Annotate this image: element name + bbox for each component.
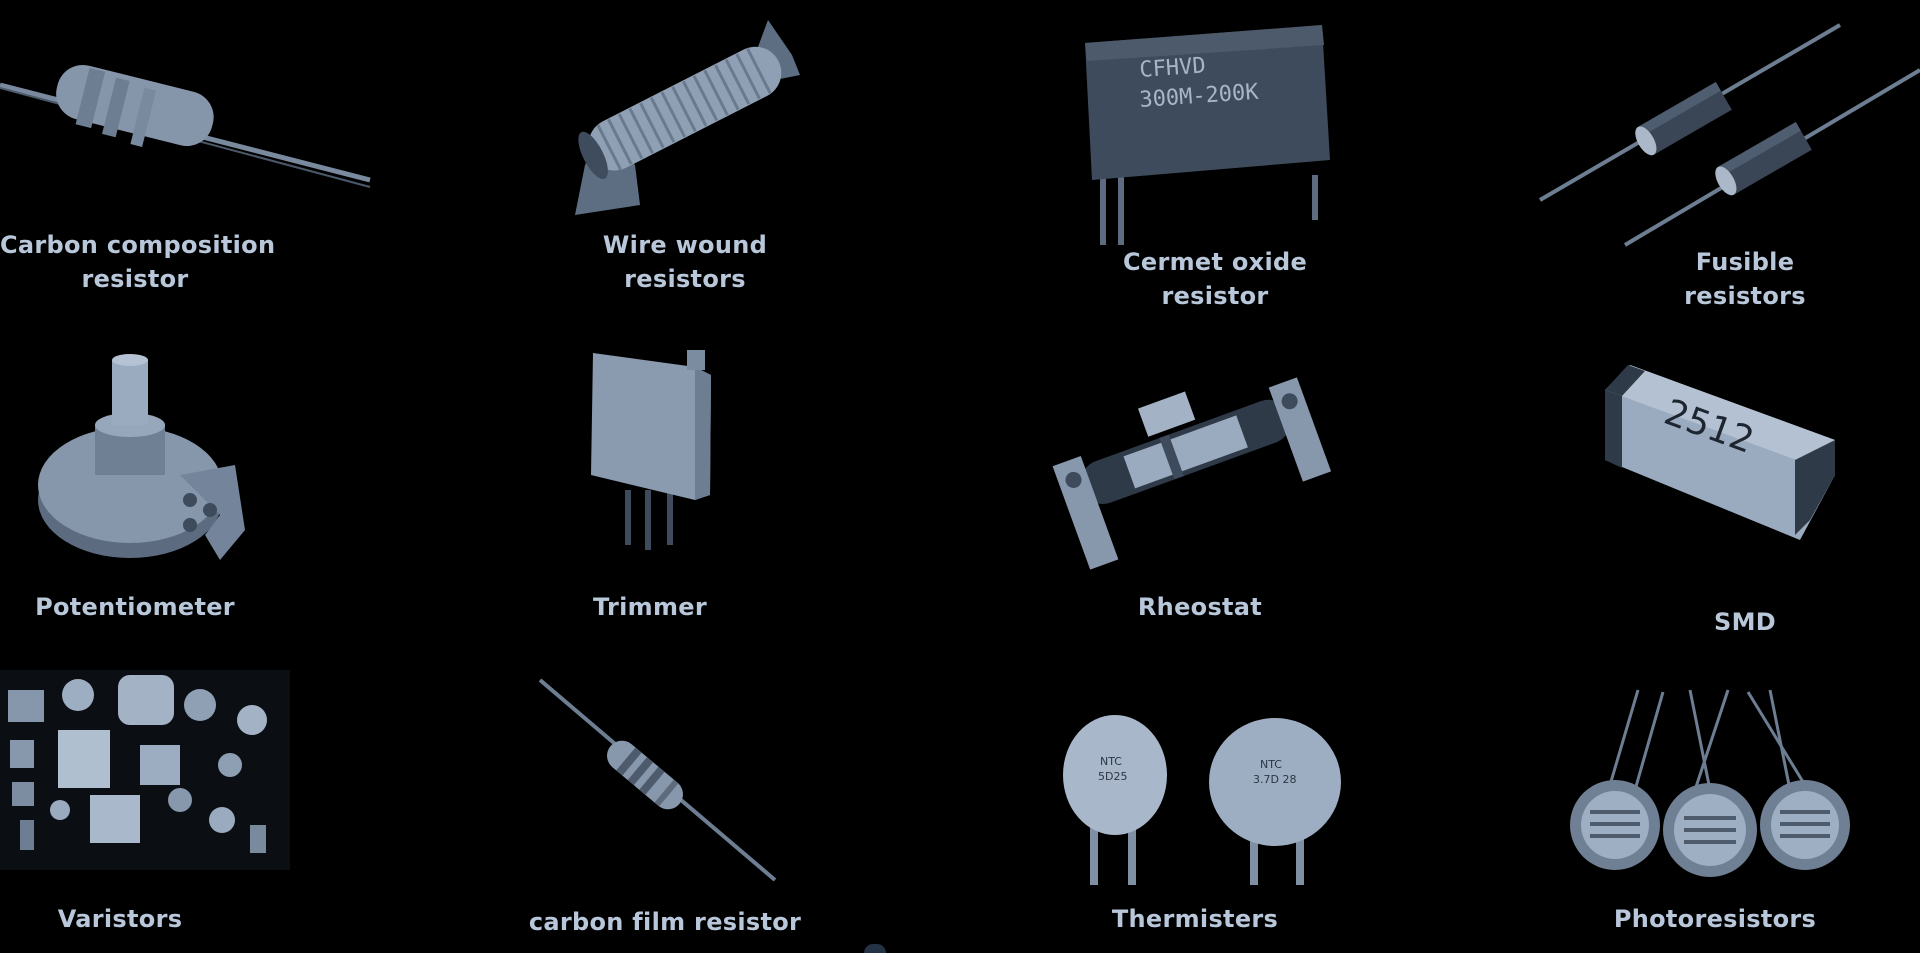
ntc1-marking-line1: NTC (1100, 755, 1122, 768)
thermisters-image (1060, 700, 1350, 890)
carbon-film-resistor-image (535, 675, 795, 885)
smd-code-marking: 2512 (1658, 391, 1760, 462)
label-line: resistor (81, 265, 189, 293)
label-line: Cermet oxide (1122, 248, 1308, 276)
varistors-label: Varistors (57, 905, 183, 933)
carbon-film-label: carbon film resistor (528, 908, 802, 936)
label-line: resistor (1161, 282, 1269, 310)
thermisters-label: Thermisters (1111, 905, 1279, 933)
label-line: Wire wound (602, 231, 768, 259)
fusible-resistors-image (1540, 20, 1920, 250)
cermet-oxide-resistor-image (1080, 25, 1340, 245)
potentiometer-label: Potentiometer (35, 593, 235, 621)
rheostat-image (1045, 350, 1325, 550)
photoresistors-label: Photoresistors (1613, 905, 1817, 933)
carbon-composition-resistor-image (0, 50, 380, 200)
wire-wound-resistor-image (560, 0, 820, 230)
rheostat-label: Rheostat (1137, 593, 1263, 621)
ntc1-marking-line2: 5D25 (1098, 770, 1128, 783)
potentiometer-image (30, 355, 250, 575)
carbon-composition-label (0, 228, 276, 296)
smd-resistor-image (1600, 360, 1840, 540)
photoresistors-image (1560, 680, 1860, 880)
cermet-marking-line2: 300M-200K (1138, 79, 1260, 113)
label-line: resistors (1684, 282, 1806, 310)
cermet-marking-line1: CFHVD (1138, 53, 1207, 83)
varistors-image (0, 670, 290, 870)
ntc2-marking-line2: 3.7D 28 (1253, 773, 1297, 786)
cermet-oxide-label (1085, 245, 1345, 313)
wire-wound-label (545, 228, 825, 296)
fusible-label (1635, 245, 1855, 313)
label-line: resistors (624, 265, 746, 293)
label-line: Carbon composition (0, 231, 276, 259)
partial-shape (864, 944, 886, 953)
smd-label: SMD (1714, 608, 1776, 636)
trimmer-image (585, 345, 725, 555)
trimmer-label: Trimmer (592, 593, 708, 621)
ntc2-marking-line1: NTC (1260, 758, 1282, 771)
label-line: Fusible (1695, 248, 1795, 276)
